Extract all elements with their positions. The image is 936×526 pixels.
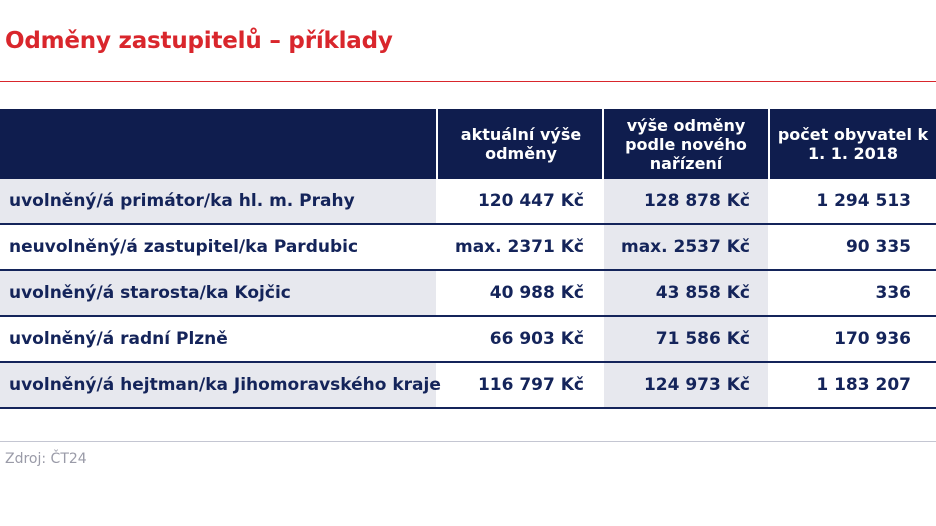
current-reward: max. 2371 Kč bbox=[454, 237, 584, 257]
population: 336 bbox=[875, 283, 911, 303]
chart-title: Odměny zastupitelů – příklady bbox=[5, 28, 393, 54]
header-cell-label bbox=[0, 109, 436, 179]
new-reward: 124 973 Kč bbox=[604, 363, 768, 407]
new-reward: 71 586 Kč bbox=[604, 317, 768, 361]
new-reward: 128 878 Kč bbox=[604, 179, 768, 223]
current-reward: 120 447 Kč bbox=[477, 191, 584, 211]
row-label: uvolněný/á primátor/ka hl. m. Prahy bbox=[0, 179, 436, 223]
population: 90 335 bbox=[845, 237, 911, 257]
header-cell-population: počet obyvatel k 1. 1. 2018 bbox=[777, 125, 929, 163]
new-reward: 43 858 Kč bbox=[604, 271, 768, 315]
row-label: uvolněný/á hejtman/ka Jihomoravského kraje bbox=[0, 363, 436, 407]
row-label: neuvolněný/á zastupitel/ka Pardubic bbox=[0, 225, 436, 269]
new-reward: max. 2537 Kč bbox=[604, 225, 768, 269]
row-label: uvolněný/á radní Plzně bbox=[0, 317, 436, 361]
table-row bbox=[0, 363, 936, 409]
table-row bbox=[0, 225, 936, 271]
header-cell-new: výše odměny podle nového nařízení bbox=[625, 115, 747, 173]
table-row bbox=[0, 317, 936, 363]
table-row bbox=[0, 271, 936, 317]
footer-divider bbox=[0, 441, 936, 442]
title-divider bbox=[0, 81, 936, 82]
current-reward: 116 797 Kč bbox=[477, 375, 584, 395]
data-table bbox=[0, 109, 936, 409]
table-header bbox=[0, 109, 936, 179]
population: 1 294 513 bbox=[816, 191, 911, 211]
table-row bbox=[0, 179, 936, 225]
source-note: Zdroj: ČT24 bbox=[5, 451, 87, 467]
population: 170 936 bbox=[834, 329, 911, 349]
population: 1 183 207 bbox=[816, 375, 911, 395]
current-reward: 66 903 Kč bbox=[489, 329, 584, 349]
current-reward: 40 988 Kč bbox=[489, 283, 584, 303]
header-cell-current: aktuální výše odměny bbox=[460, 125, 582, 163]
row-label: uvolněný/á starosta/ka Kojčic bbox=[0, 271, 436, 315]
